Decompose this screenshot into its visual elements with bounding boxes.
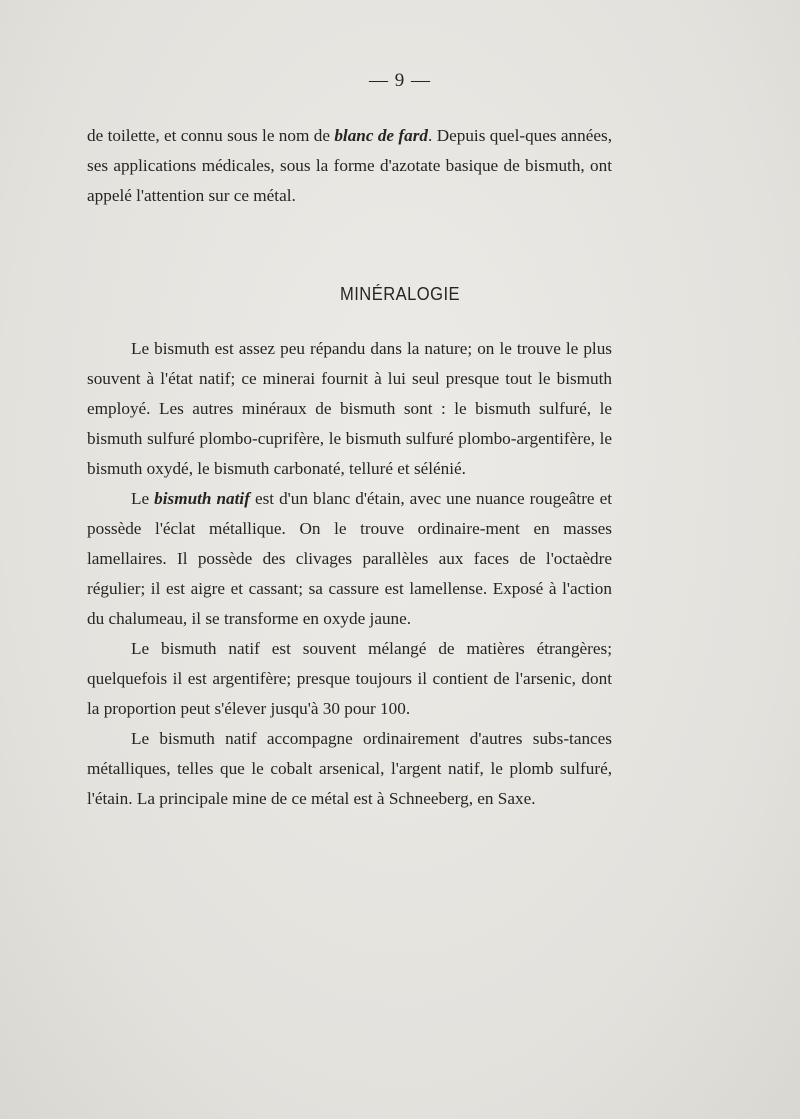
paragraph-4: Le bismuth natif accompagne ordinairement d'autres subs-tances métalliques, telles que le cobalt arsenical, l'argent natif, le plomb sulfuré, l'étain. La principale mine de ce métal est à Schneeberg, en Saxe.: [87, 729, 612, 808]
intro-emphasis: blanc de fard: [334, 126, 429, 145]
page-number: — 9 —: [369, 70, 431, 91]
intro-text-2: . Depuis quel-ques années, ses applications médicales, sous la forme d'azotate basique de bismuth, ont appelé l'attention sur ce métal.: [87, 126, 612, 205]
paragraph-1: Le bismuth est assez peu répandu dans la nature; on le trouve le plus souvent à l'état natif; ce minerai fournit à lui seul presque tout le bismuth employé. Les autres minéraux de bismuth sont : le bismuth sulfuré, le bismuth sulfuré plombo-cuprifère, le bismuth sulfuré plombo-argentifère, le bismuth oxydé, le bismuth carbonaté, telluré et sélénié.: [87, 339, 612, 478]
intro-paragraph: [87, 121, 612, 211]
paragraph-2-text-2: est d'un blanc d'étain, avec une nuance rougeâtre et possède l'éclat métallique. On le trouve ordinaire-ment en masses lamellaires. Il possède des clivages parallèles aux faces de l'octaèdre régulier; il est aigre et cassant; sa cassure est lamellense. Exposé à l'action du chalumeau, il se transforme en oxyde jaune.: [87, 489, 612, 628]
body-text: [87, 334, 612, 814]
paragraph-2-text-1: Le: [131, 489, 155, 508]
paragraph-2-emphasis: bismuth natif: [154, 489, 250, 508]
intro-text-1: de toilette, et connu sous le nom de: [87, 126, 335, 145]
paragraph-3: Le bismuth natif est souvent mélangé de matières étrangères; quelquefois il est argentifère; presque toujours il contient de l'arsenic, dont la proportion peut s'élever jusqu'à 30 pour 100.: [87, 639, 612, 718]
paragraph-2: [87, 484, 612, 634]
section-title: MINÉRALOGIE: [339, 284, 461, 304]
